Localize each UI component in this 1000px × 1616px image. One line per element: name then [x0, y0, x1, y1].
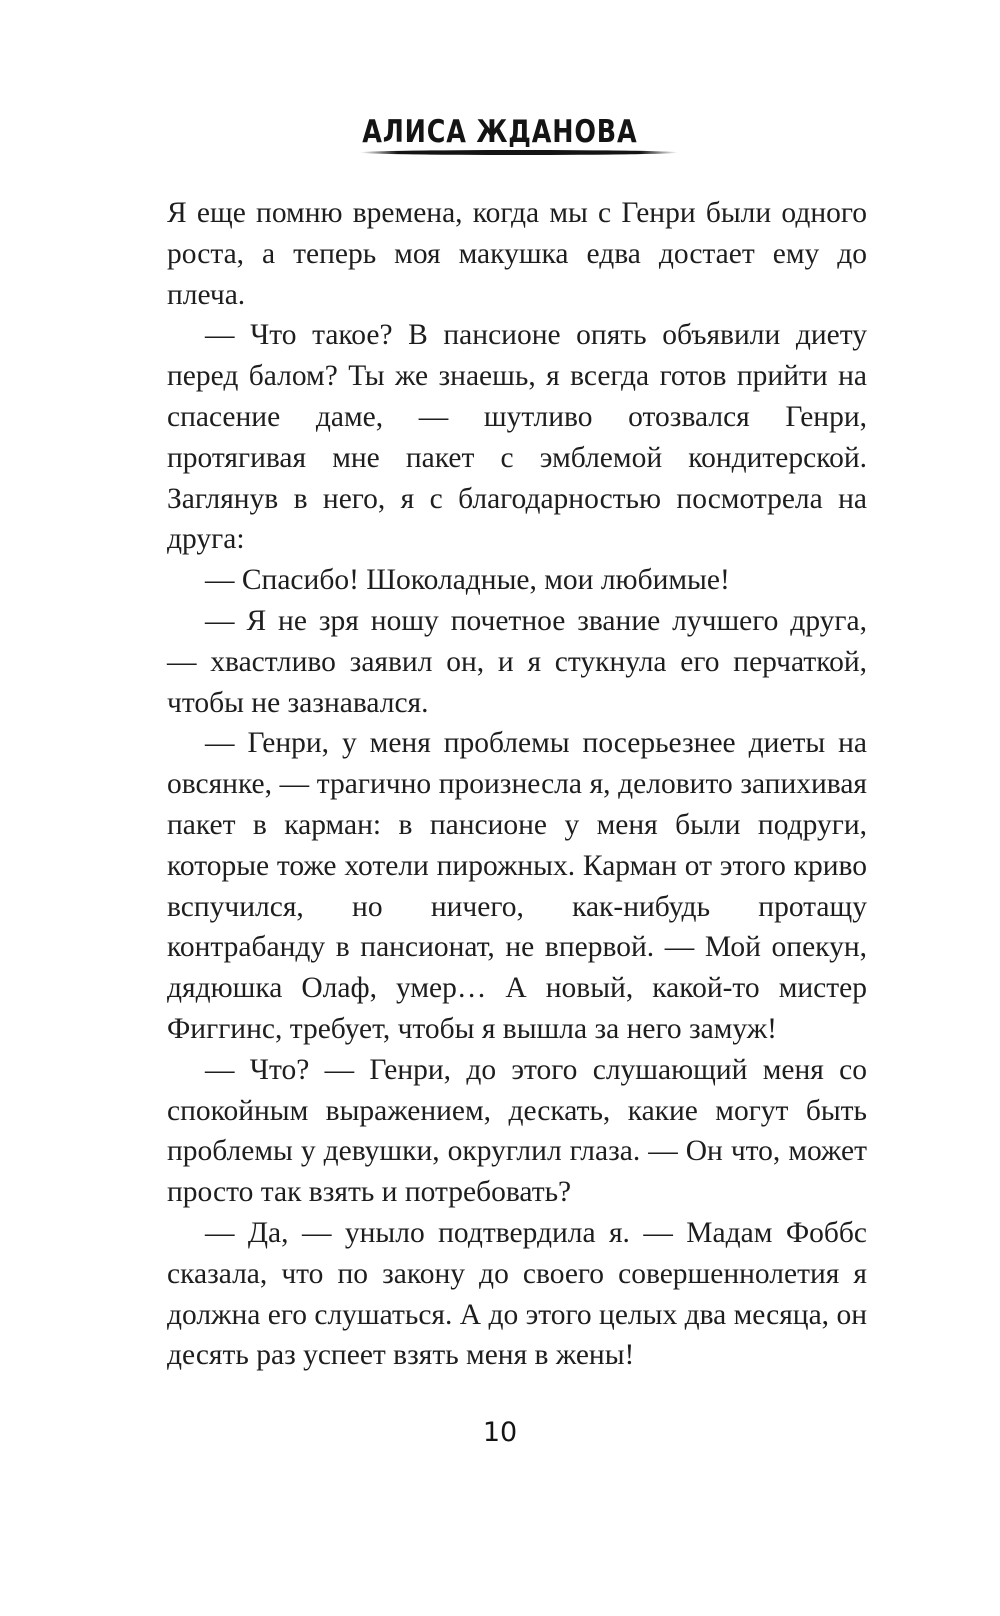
paragraph: — Генри, у меня проблемы посерьезнее диеты на овсянке, — трагично произнесла я, деловито запихивая пакет в карман: в пансионе у меня были подруги, которые тоже хотели пирожных. Карман от этого криво вспучился, но ничего, как-нибудь протащу контрабанду в пансионат, не впервой. — Мой опекун, дядюшка Олаф, умер… А новый, какой-то мистер Фиггинс, требует, чтобы я вышла за него замуж!: [167, 727, 867, 1045]
paragraph: — Спасибо! Шоколадные, мои любимые!: [205, 564, 730, 597]
paragraph: — Что? — Генри, до этого слушающий меня со спокойным выражением, дескать, какие могут быть проблемы у девушки, округлил глаза. — Он что, может просто так взять и потребовать?: [167, 1053, 867, 1209]
running-head: [0, 112, 1000, 152]
body-text: [167, 193, 867, 1376]
header-rule: [360, 150, 678, 155]
paragraph: Я еще помню времена, когда мы с Генри были одного роста, а теперь моя макушка едва достает ему до плеча.: [167, 197, 867, 311]
paragraph: — Я не зря ношу почетное звание лучшего друга, — хвастливо заявил он, и я стукнула его перчаткой, чтобы не зазнавался.: [167, 604, 867, 719]
page-number: 10: [482, 1417, 518, 1448]
author-name: АЛИСА ЖДАНОВА: [362, 114, 638, 150]
paragraph: — Что такое? В пансионе опять объявили диету перед балом? Ты же знаешь, я всегда готов прийти на спасение даме, — шутливо отозвался Генри, протягивая мне пакет с эмблемой кондитерской. Заглянув в него, я с благодарностью посмотрела на друга:: [167, 319, 867, 556]
paragraph: — Да, — уныло подтвердила я. — Мадам Фоббс сказала, что по закону до своего совершеннолетия я должна его слушаться. А до этого целых два месяца, он десять раз успеет взять меня в жены!: [167, 1216, 867, 1372]
